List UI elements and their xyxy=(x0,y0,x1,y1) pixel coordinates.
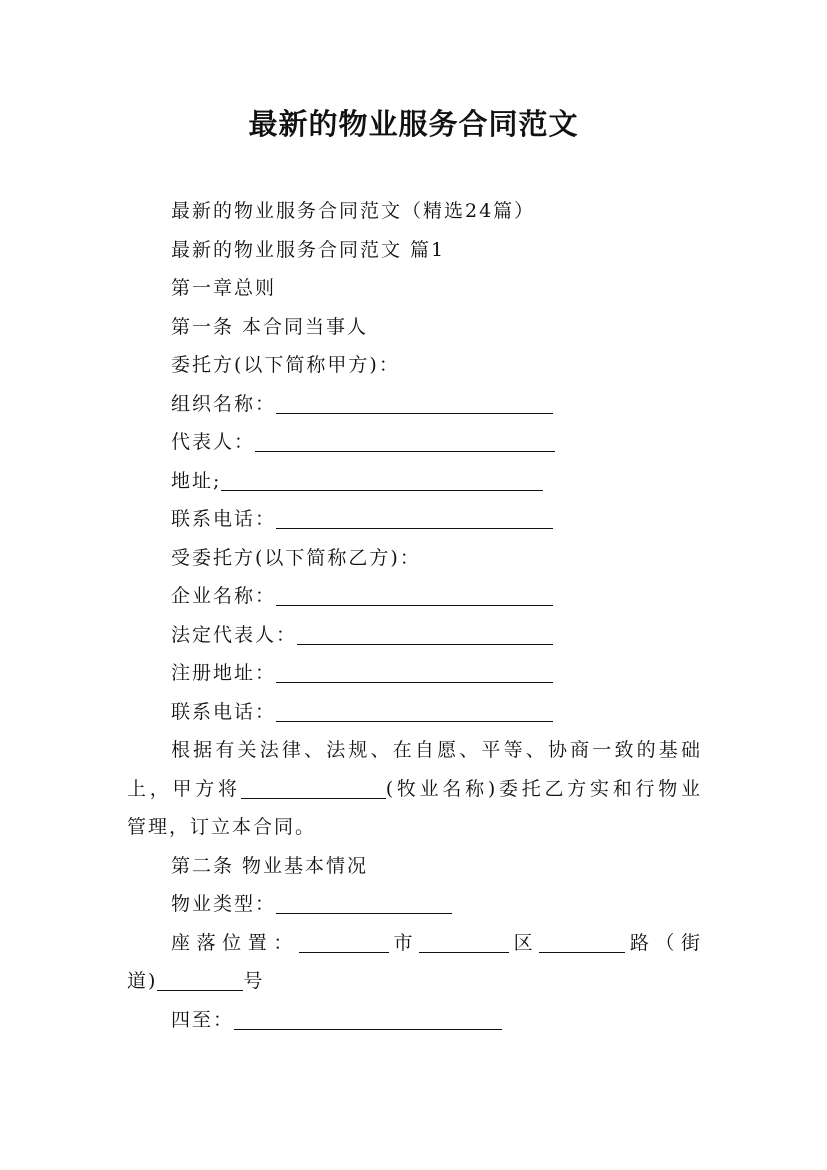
collection-title-line: 最新的物业服务合同范文（精选24篇） xyxy=(171,200,536,222)
party-b-reg-address-blank xyxy=(276,662,553,683)
location-number-label: 号 xyxy=(243,970,265,992)
party-b-legal-rep-line xyxy=(127,616,702,655)
party-a-rep-label: 代表人： xyxy=(171,431,256,453)
party-a-heading: 委托方(以下简称甲方)： xyxy=(171,354,400,376)
basis-line2-suffix: (牧业名称)委托乙方实和行物业 xyxy=(385,777,702,800)
chapter-heading: 第一章总则 xyxy=(171,277,277,299)
party-b-legal-rep-label: 法定代表人： xyxy=(171,623,298,646)
clause-2-heading: 第二条 物业基本情况 xyxy=(171,854,369,877)
location-line-2 xyxy=(127,962,702,1001)
location-city-blank xyxy=(299,932,389,953)
party-a-rep-line xyxy=(127,423,702,462)
party-b-reg-address-label: 注册地址： xyxy=(171,662,277,684)
boundaries-line xyxy=(127,1001,702,1040)
party-a-address-line xyxy=(127,462,702,501)
party-a-phone-label: 联系电话： xyxy=(171,508,277,530)
document-title: 最新的物业服务合同范文 xyxy=(248,107,579,141)
party-a-address-blank xyxy=(221,470,543,491)
basis-paragraph-line-3: 管理，订立本合同。 xyxy=(127,816,317,838)
party-b-phone-blank xyxy=(276,701,553,722)
property-type-line xyxy=(127,885,702,924)
clause-1-heading: 第一条 本合同当事人 xyxy=(171,315,369,338)
basis-paragraph-line-2 xyxy=(127,770,702,809)
party-a-rep-blank xyxy=(255,431,555,452)
location-line-1 xyxy=(127,924,702,963)
party-a-org-blank xyxy=(276,393,553,414)
boundaries-label: 四至： xyxy=(171,1008,235,1031)
property-type-label: 物业类型： xyxy=(171,893,277,915)
location-district-label: 区 xyxy=(509,931,540,954)
property-type-blank xyxy=(276,893,452,914)
document-body xyxy=(127,192,702,1039)
location-number-blank xyxy=(157,970,243,991)
party-b-phone-label: 联系电话： xyxy=(171,700,277,723)
property-name-blank xyxy=(241,778,386,799)
party-a-org-label: 组织名称： xyxy=(171,392,277,415)
location-road-blank xyxy=(539,932,625,953)
party-a-org-line xyxy=(127,385,702,424)
location-city-label: 市 xyxy=(388,931,420,954)
party-a-phone-blank xyxy=(276,508,553,529)
boundaries-blank xyxy=(234,1009,502,1030)
basis-paragraph-line-1: 根据有关法律、法规、在自愿、平等、协商一致的基础 xyxy=(171,739,702,761)
article-title-line: 最新的物业服务合同范文 篇1 xyxy=(171,238,446,261)
party-b-company-label: 企业名称： xyxy=(171,585,277,607)
party-b-heading: 受委托方(以下简称乙方)： xyxy=(171,546,421,569)
party-b-company-blank xyxy=(276,585,553,606)
party-b-phone-line xyxy=(127,693,702,732)
party-a-address-label: 地址; xyxy=(171,469,222,492)
party-b-company-line xyxy=(127,577,702,616)
party-a-phone-line xyxy=(127,500,702,539)
location-label: 座落位置： xyxy=(171,931,299,954)
location-road-label: 路（街 xyxy=(625,931,702,954)
basis-line2-prefix: 上，甲方将 xyxy=(127,777,241,800)
location-line2-prefix: 道) xyxy=(127,970,158,992)
party-b-legal-rep-blank xyxy=(297,624,553,645)
location-district-blank xyxy=(419,932,509,953)
party-b-reg-address-line xyxy=(127,654,702,693)
